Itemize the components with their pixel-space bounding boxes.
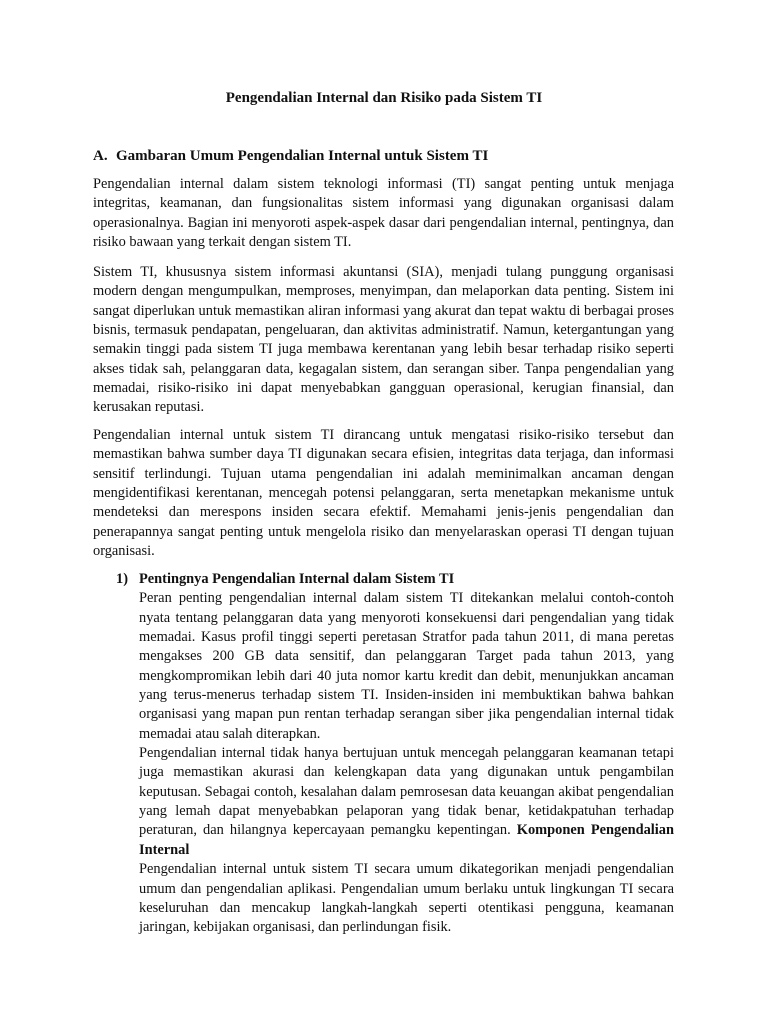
subsection-1-heading-text: Pentingnya Pengendalian Internal dalam Sistem TI <box>139 571 455 587</box>
komponen-inline-heading: Komponen Pengendalian Internal <box>139 822 674 858</box>
subsection-1-paragraph-2-text: Pengendalian internal tidak hanya bertujuan untuk mencegah pelanggaran keamanan tetapi juga memastikan akurasi dan kelengkapan data yang digunakan untuk pengambilan keputusan. Sebagai contoh, kesalahan dalam pemrosesan data keuangan akibat pengendalian yang lemah dapat menyebabkan pelaporan yang tidak benar, ketidakpatuhan terhadap peraturan, dan hilangnya kepercayaan pemangku kepentingan. <box>139 745 674 839</box>
subsection-1-paragraph-1: Peran penting pengendalian internal dalam sistem TI ditekankan melalui contoh-contoh nyata tentang pelanggaran data yang menyoroti konsekuensi dari pengendalian yang tidak memadai. Kasus profil tinggi seperti peretasan Stratfor pada tahun 2011, di mana peretas mengakses 200 GB data sensitif, dan pelanggaran Target pada tahun 2013, yang mengkompromikan lebih dari 40 juta nomor kartu kredit dan debit, menunjukkan ancaman yang terus-menerus terhadap sistem TI. Insiden-insiden ini membuktikan bahwa bahkan organisasi yang mapan pun rentan terhadap serangan siber jika pengendalian internal tidak memadai atau salah diterapkan. <box>139 590 674 742</box>
subsection-1-paragraph-2 <box>139 744 674 860</box>
subsection-1-paragraph-3: Pengendalian internal untuk sistem TI secara umum dikategorikan menjadi pengendalian umum dan pengendalian aplikasi. Pengendalian umum berlaku untuk lingkungan TI secara keseluruhan dan mencakup langkah-langkah seperti otentikasi pengguna, keamanan jaringan, kebijakan organisasi, dan perlindungan fisik. <box>139 861 674 936</box>
section-a-heading-text: Gambaran Umum Pengendalian Internal untuk Sistem TI <box>116 148 489 164</box>
document-title: Pengendalian Internal dan Risiko pada Sistem TI <box>225 90 543 106</box>
section-a-paragraph-2: Sistem TI, khususnya sistem informasi akuntansi (SIA), menjadi tulang punggung organisasi modern dengan mengumpulkan, memproses, menyimpan, dan melaporkan data penting. Sistem ini sangat diperlukan untuk memastikan aliran informasi yang akurat dan tepat waktu di berbagai proses bisnis, termasuk pendapatan, pengeluaran, dan aktivitas administratif. Namun, ketergantungan yang semakin tinggi pada sistem TI juga membawa kerentanan yang lebih besar terhadap risiko seperti akses tidak sah, pelanggaran data, kegagalan sistem, dan serangan siber. Tanpa pengendalian yang memadai, risiko-risiko ini dapat menyebabkan gangguan operasional, kerugian finansial, dan kerusakan reputasi. <box>93 264 674 416</box>
section-a-heading <box>93 146 693 166</box>
subsection-1-heading <box>116 570 676 589</box>
section-a-paragraph-1: Pengendalian internal dalam sistem teknologi informasi (TI) sangat penting untuk menjaga integritas, keamanan, dan fungsionalitas sistem informasi yang digunakan organisasi dalam operasionalnya. Bagian ini menyoroti aspek-aspek dasar dari pengendalian internal, pentingnya, dan risiko bawaan yang terkait dengan sistem TI. <box>93 176 674 251</box>
subsection-1 <box>116 570 676 938</box>
section-a-paragraph-3: Pengendalian internal untuk sistem TI dirancang untuk mengatasi risiko-risiko tersebut dan memastikan bahwa sumber daya TI digunakan secara efisien, integritas data terjaga, dan informasi sensitif terlindungi. Tujuan utama pengendalian ini adalah meminimalkan ancaman dengan mengidentifikasi kerentanan, mencegah potensi pelanggaran, serta menetapkan mekanisme untuk mendeteksi dan merespons insiden secara efektif. Memahami jenis-jenis pengendalian dan penerapannya sangat penting untuk mengelola risiko dan menyelaraskan operasi TI dengan tujuan organisasi. <box>93 427 674 560</box>
section-a-letter: A. <box>93 148 108 164</box>
subsection-1-number: 1) <box>116 571 128 587</box>
